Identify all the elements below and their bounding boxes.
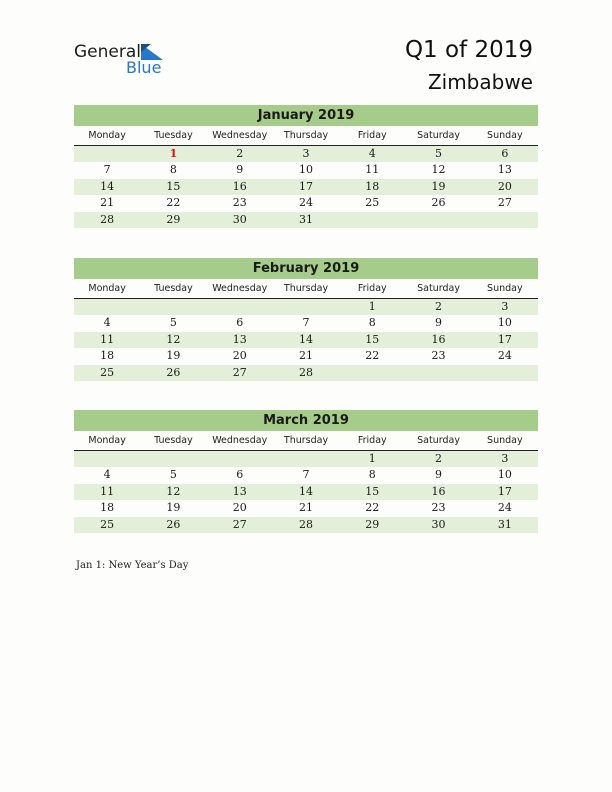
day-cell: 2 [435,452,443,465]
day-cell: 9 [236,163,244,177]
day-cell: 28 [100,212,115,226]
empty-day-cell [405,365,471,381]
week-row [74,212,538,228]
day-cell: 4 [103,468,111,482]
weekday-label: Monday [88,435,126,446]
day-cell: 21 [298,349,313,363]
day-cell: 8 [169,163,177,177]
day-cell: 9 [435,468,443,482]
weekday-label: Saturday [417,130,460,141]
day-cell: 3 [501,452,509,465]
day-cell: 9 [435,316,443,330]
weekday-label: Thursday [283,130,329,141]
day-cell: 24 [497,349,512,363]
week-row [74,195,538,211]
day-cell: 10 [497,468,512,482]
week-row [74,332,538,348]
empty-day-cell [140,299,206,315]
day-cell: 31 [497,517,512,531]
day-cell: 4 [103,316,111,330]
day-cell: 26 [431,196,446,210]
month-calendar [74,410,538,533]
empty-day-cell [339,365,405,381]
day-cell: 15 [365,484,380,498]
generalblue-logo [74,42,174,78]
day-cell: 17 [298,179,313,193]
day-cell: 22 [166,196,181,210]
week-row [74,484,538,500]
day-cell: 16 [232,179,247,193]
day-cell: 14 [298,484,313,498]
day-cell: 12 [166,484,181,498]
week-row [74,162,538,178]
day-cell: 25 [100,517,115,531]
weekday-label: Wednesday [212,435,268,446]
weekday-label: Thursday [283,435,329,446]
weekday-label: Friday [357,130,387,141]
empty-day-cell [74,146,140,162]
empty-day-cell [273,299,339,315]
day-cell: 16 [431,332,446,346]
week-row [74,500,538,516]
empty-day-cell [339,212,405,228]
day-cell: 27 [497,196,512,210]
day-cell: 5 [169,468,177,482]
week-row [74,467,538,483]
weekday-label: Tuesday [154,283,193,294]
day-cell: 2 [236,147,244,160]
day-cell: 21 [298,501,313,515]
day-cell: 13 [232,332,247,346]
day-cell: 11 [100,484,115,498]
day-cell: 17 [497,484,512,498]
day-cell: 25 [100,365,115,379]
day-cell: 17 [497,332,512,346]
weekday-label: Friday [357,435,387,446]
week-row [74,299,538,315]
day-cell: 10 [298,163,313,177]
weekday-header-row [74,281,538,299]
day-cell: 18 [100,501,115,515]
day-cell: 20 [497,179,512,193]
page-title: Q1 of 2019 [404,37,533,63]
week-row [74,348,538,364]
day-cell: 27 [232,517,247,531]
day-cell: 18 [100,349,115,363]
day-cell: 8 [368,468,376,482]
day-cell: 24 [298,196,313,210]
weekday-label: Wednesday [212,130,268,141]
day-cell: 23 [431,501,446,515]
week-row [74,517,538,533]
day-cell: 1 [169,147,178,160]
day-cell: 30 [431,517,446,531]
day-cell: 1 [368,300,376,313]
day-cell: 14 [100,179,115,193]
week-row [74,179,538,195]
empty-day-cell [207,299,273,315]
month-title: February 2019 [74,258,538,279]
day-cell: 3 [302,147,310,160]
day-cell: 26 [166,517,181,531]
weekday-label: Friday [357,283,387,294]
empty-day-cell [74,451,140,467]
weekday-label: Sunday [487,283,523,294]
week-row [74,315,538,331]
day-cell: 11 [365,163,380,177]
day-cell: 1 [368,452,376,465]
empty-day-cell [472,212,538,228]
day-cell: 23 [431,349,446,363]
day-cell: 4 [368,147,376,160]
day-cell: 2 [435,300,443,313]
day-cell: 21 [100,196,115,210]
day-cell: 3 [501,300,509,313]
day-cell: 11 [100,332,115,346]
day-cell: 14 [298,332,313,346]
day-cell: 27 [232,365,247,379]
weekday-label: Monday [88,130,126,141]
day-cell: 19 [166,349,181,363]
page-subtitle: Zimbabwe [427,70,533,94]
weekday-header-row [74,128,538,146]
day-cell: 23 [232,196,247,210]
day-cell: 31 [298,212,313,226]
weekday-label: Saturday [417,283,460,294]
weekday-label: Tuesday [154,130,193,141]
day-cell: 12 [431,163,446,177]
day-cell: 20 [232,349,247,363]
empty-day-cell [273,451,339,467]
day-cell: 12 [166,332,181,346]
day-cell: 19 [166,501,181,515]
day-cell: 6 [501,147,509,160]
week-row [74,146,538,162]
day-cell: 16 [431,484,446,498]
empty-day-cell [405,212,471,228]
day-cell: 15 [365,332,380,346]
weekday-label: Sunday [487,130,523,141]
logo-word-blue: Blue [126,58,162,77]
empty-day-cell [207,451,273,467]
weekday-label: Saturday [417,435,460,446]
weekday-label: Tuesday [154,435,193,446]
day-cell: 18 [365,179,380,193]
month-calendar [74,258,538,381]
weekday-label: Sunday [487,435,523,446]
day-cell: 7 [103,163,111,177]
day-cell: 5 [435,147,443,160]
month-calendar [74,105,538,228]
day-cell: 22 [365,501,380,515]
day-cell: 10 [497,316,512,330]
day-cell: 20 [232,501,247,515]
day-cell: 8 [368,316,376,330]
weekday-header-row [74,433,538,451]
day-cell: 13 [497,163,512,177]
day-cell: 22 [365,349,380,363]
weekday-label: Wednesday [212,283,268,294]
day-cell: 5 [169,316,177,330]
holiday-note: Jan 1: New Year’s Day [76,560,189,571]
day-cell: 15 [166,179,181,193]
day-cell: 28 [298,365,313,379]
day-cell: 24 [497,501,512,515]
weekday-label: Monday [88,283,126,294]
day-cell: 19 [431,179,446,193]
day-cell: 7 [302,316,310,330]
empty-day-cell [472,365,538,381]
day-cell: 6 [236,316,244,330]
month-title: January 2019 [74,105,538,126]
day-cell: 25 [365,196,380,210]
day-cell: 7 [302,468,310,482]
empty-day-cell [140,451,206,467]
day-cell: 26 [166,365,181,379]
day-cell: 6 [236,468,244,482]
logo-word-general: General [74,42,141,62]
day-cell: 28 [298,517,313,531]
holiday-notes [76,560,188,571]
week-row [74,365,538,381]
weekday-label: Thursday [283,283,329,294]
week-row [74,451,538,467]
empty-day-cell [74,299,140,315]
day-cell: 29 [365,517,380,531]
day-cell: 13 [232,484,247,498]
day-cell: 29 [166,212,181,226]
month-title: March 2019 [74,410,538,431]
day-cell: 30 [232,212,247,226]
